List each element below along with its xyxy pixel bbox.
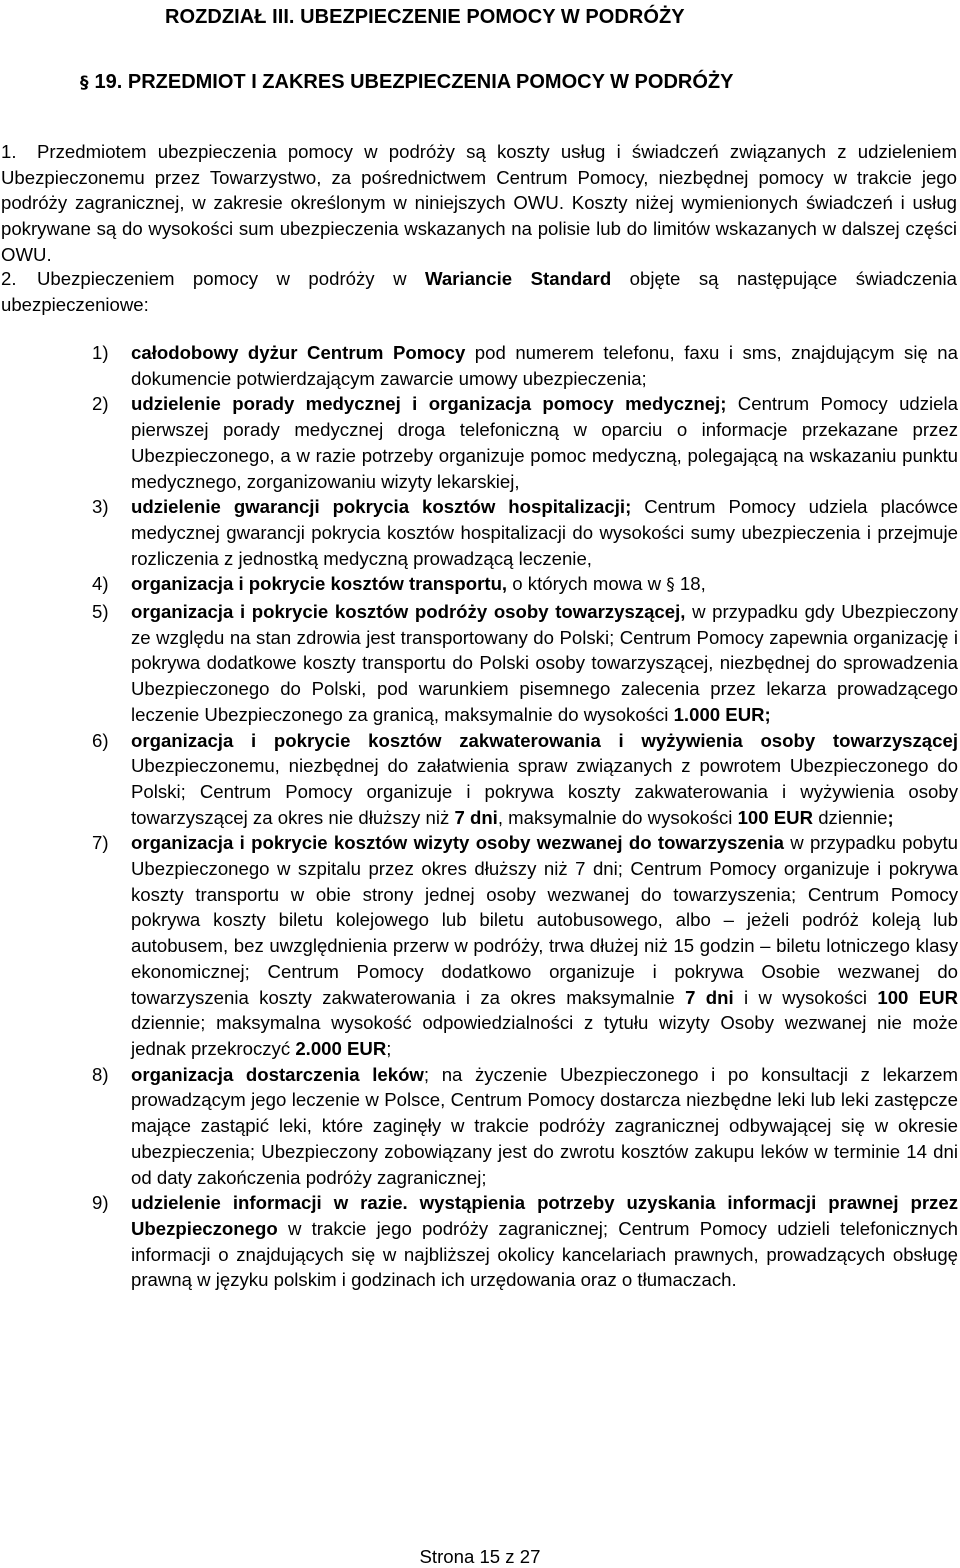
list-item-number: 4)	[92, 573, 109, 595]
section-title	[80, 71, 733, 94]
body-text: w przypadku pobytu Ubezpieczonego w szpitalu przez okres dłuższy niż 7 dni; Centrum Pomocy organizuje i pokrywa koszty transportu w obie strony jednej osoby wezwanej do towarzyszenia; Centrum Pomocy pokrywa koszty biletu kolejowego lub biletu autobusowego, albo – jeżeli podróż koleją lub autobusem, bez uwzględnienia przerw w podróży, trwa dłużej niż 15 godzin – biletu lotniczego klasy ekonomicznej; Centrum Pomocy dodatkowo organizuje i pokrywa Osobie wezwanej do towarzyszenia koszty zakwaterowania i za okres maksymalnie	[131, 832, 958, 1008]
body-text: Centrum Pomocy udziela placówce medycznej gwarancji pokrycia kosztów hospitalizacji do wysokości sumy ubezpieczenia i przejmuje rozliczenia z jednostką medyczną prowadzącą leczenie,	[131, 496, 958, 569]
page-number: Strona 15 z 27	[419, 1546, 541, 1567]
body-text: o których mowa w	[507, 573, 667, 595]
bold-text: udzielenie informacji w razie. wystąpienia potrzeby uzyskania informacji prawnej przez Ubezpieczonego	[131, 1192, 958, 1239]
list-item-number: 8)	[92, 1063, 109, 1085]
list-item-number: 6)	[92, 729, 109, 751]
bold-text: organizacja i pokrycie kosztów podróży osoby towarzyszącej,	[131, 601, 686, 623]
bold-text: udzielenie gwarancji pokrycia kosztów hospitalizacji;	[131, 496, 632, 518]
paragraph-1	[1, 139, 957, 268]
bold-text: organizacja i pokrycie kosztów wizyty osoby wezwanej do towarzyszenia	[131, 832, 784, 854]
bold-text: całodobowy dyżur Centrum Pomocy	[131, 342, 466, 363]
section-symbol: §	[666, 575, 675, 596]
bold-text: 1.000 EUR;	[673, 703, 771, 725]
body-text: ;	[386, 1037, 392, 1059]
list-item	[0, 494, 958, 571]
list-item	[0, 571, 958, 599]
body-text: pod numerem telefonu, faxu i sms, znajdującym się na dokumencie potwierdzającym zawarcie umowy ubezpieczenia;	[131, 342, 958, 389]
list-item-number: 9)	[92, 1192, 109, 1214]
paragraph-text-after: objęte są następujące świadczenia ubezpieczeniowe:	[1, 268, 957, 315]
variant-name: Wariancie Standard	[424, 268, 612, 289]
list-item	[0, 1190, 958, 1293]
list-item	[0, 728, 958, 831]
list-item-number: 3)	[92, 496, 109, 518]
list-item	[0, 830, 958, 1061]
body-text: dziennie; maksymalna wysokość odpowiedzialności z tytułu wizyty Osoby wezwanej nie może jednak przekroczyć	[131, 1012, 958, 1059]
bold-text: organizacja dostarczenia leków	[131, 1063, 424, 1085]
bold-text: udzielenie porady medycznej i organizacja pomocy medycznej;	[131, 393, 727, 415]
body-text: w przypadku gdy Ubezpieczony ze względu na stan zdrowia jest transportowany do Polski; Centrum Pomocy zapewnia organizację i pokrywa dodatkowe koszty transportu do Polski osoby towarzyszącej, niezbędnej do sprowadzenia Ubezpieczonego do Polski, pod warunkiem pisemnego zalecenia przez lekarza prowadzącego leczenie Ubezpieczonego za granicą, maksymalnie do wysokości	[131, 601, 958, 725]
list-item-number: 7)	[92, 832, 109, 854]
chapter-title: ROZDZIAŁ III. UBEZPIECZENIE POMOCY W PODRÓŻY	[165, 6, 685, 28]
bold-text: 7 dni	[454, 806, 498, 828]
list-item	[0, 599, 958, 728]
body-text: 18,	[674, 573, 706, 595]
list-item-number: 5)	[92, 601, 109, 623]
benefits-list	[0, 340, 958, 1293]
body-text: i w wysokości	[733, 986, 878, 1008]
list-item	[0, 1062, 958, 1191]
bold-text: 100 EUR	[877, 986, 959, 1008]
body-text: dziennie	[813, 806, 888, 828]
paragraph-2	[1, 266, 957, 317]
section-symbol: §	[80, 73, 89, 93]
paragraph-number: 2.	[1, 268, 17, 289]
body-text: , maksymalnie do wysokości	[497, 806, 738, 828]
paragraph-text	[1, 266, 957, 317]
bold-text: organizacja i pokrycie kosztów transportu,	[131, 573, 508, 595]
bold-text: organizacja i pokrycie kosztów zakwaterowania i wyżywienia osoby towarzyszącej	[131, 729, 958, 751]
bold-text: ;	[887, 806, 894, 828]
body-text: Ubezpieczonemu, niezbędnej do załatwienia spraw związanych z powrotem Ubezpieczonego do Polski; Centrum Pomocy organizuje i pokrywa koszty zakwaterowania i wyżywienia osoby towarzyszącej za okres nie dłuższy niż	[131, 755, 958, 828]
paragraph-text-before: Ubezpieczeniem pomocy w podróży w	[37, 268, 425, 289]
body-text: ; na życzenie Ubezpieczonego i po konsultacji z lekarzem prowadzącym jego leczenie w Polsce, Centrum Pomocy dostarcza niezbędne leki lub leki zastępcze mające zastąpić leki, które zaginęły w trakcie podróży zagranicznej odbywającej się w okresie ubezpieczenia; Ubezpieczony zobowiązany jest do zwrotu kosztów zakupu leków w terminie 14 dni od daty zakończenia podróży zagranicznej;	[131, 1063, 958, 1188]
paragraph-text: Przedmiotem ubezpieczenia pomocy w podróży są koszty usług i świadczeń związanych z udzieleniem Ubezpieczonemu przez Towarzystwo, za pośrednictwem Centrum Pomocy, niezbędnej pomocy w trakcie jego podróży zagranicznej, w zakresie określonym w niniejszych OWU. Koszty niżej wymienionych świadczeń i usług pokrywane są do wysokości sum ubezpieczenia wskazanych na polisie lub do limitów wskazanych w dalszej części OWU.	[1, 141, 957, 265]
bold-text: 2.000 EUR	[295, 1037, 387, 1059]
bold-text: 7 dni	[685, 986, 734, 1008]
list-item-number: 1)	[92, 342, 109, 363]
section-title-text: 19. PRZEDMIOT I ZAKRES UBEZPIECZENIA POMOCY W PODRÓŻY	[94, 71, 734, 93]
list-item	[0, 340, 958, 391]
paragraph-number: 1.	[1, 141, 17, 162]
body-text: w trakcie jego podróży zagranicznej; Centrum Pomocy udzieli telefonicznych informacji o znajdujących się w najbliższej okolicy kancelariach prawnych, prowadzących obsługę prawną w języku polskim i godzinach ich urzędowania oraz o tłumaczach.	[131, 1217, 958, 1291]
bold-text: 100 EUR	[737, 806, 814, 828]
body-text: Centrum Pomocy udziela pierwszej porady medycznej droga telefoniczną w oparciu o informacje przekazane przez Ubezpieczonego, a w razie potrzeby organizuje pomoc medyczną, polegającą na wskazaniu punktu medycznego, zorganizowaniu wizyty lekarskiej,	[131, 393, 958, 492]
list-item	[0, 391, 958, 494]
list-item-number: 2)	[92, 393, 109, 415]
